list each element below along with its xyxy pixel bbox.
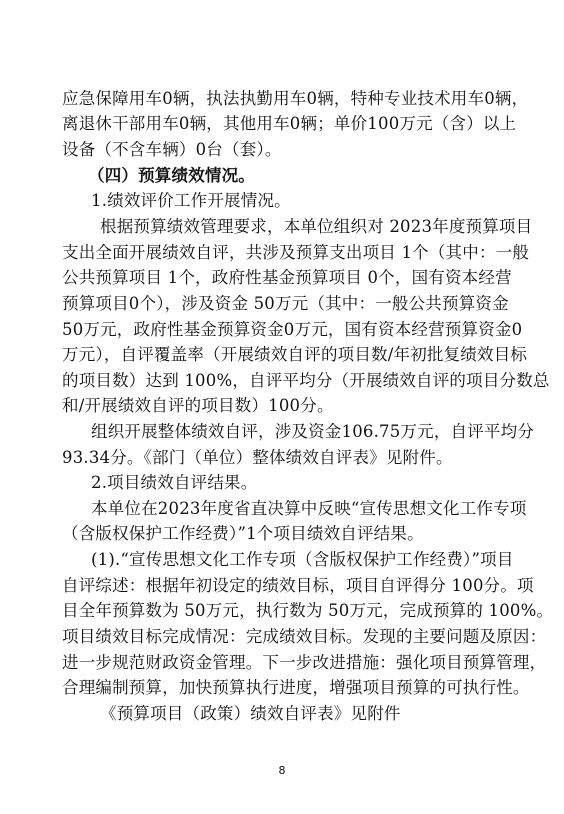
paragraph-line: 公共预算项目 1个，政府性基金预算项目 0个，国有资本经营 — [62, 268, 512, 287]
paragraph-line: 万元），自评覆盖率（开展绩效自评的项目数/年初批复绩效目标 — [62, 345, 528, 364]
paragraph-line: 支出全面开展绩效自评，共涉及预算支出项目 1个（其中：一般 — [62, 243, 530, 262]
paragraph-line: 自评综述：根据年初设定的绩效目标，项目自评得分 100分。项 — [62, 576, 534, 595]
paragraph-line: 《预算项目（政策）绩效自评表》见附件 — [100, 704, 401, 723]
paragraph-line: 93.34分。《部门（单位）整体绩效自评表》见附件。 — [62, 448, 453, 467]
section-heading: （四）预算绩效情况。 — [88, 166, 255, 185]
paragraph-line: (1).“宣传思想文化工作专项（含版权保护工作经费）”项目 — [91, 550, 514, 569]
subsection-heading: 2.项目绩效自评结果。 — [91, 473, 258, 492]
paragraph-line: 预算项目0个），涉及资金 50万元（其中：一般公共预算资金 — [62, 294, 509, 313]
paragraph-line: 和/开展绩效自评的项目数）100分。 — [62, 396, 334, 415]
paragraph-line: 根据预算绩效管理要求，本单位组织对 2023年度预算项目 — [100, 217, 533, 236]
paragraph-line: 进一步规范财政资金管理。下一步改进措施：强化项目预算管理， — [62, 653, 547, 672]
paragraph-line: 组织开展整体绩效自评，涉及资金106.75万元，自评平均分 — [91, 422, 535, 441]
subsection-heading: 1.绩效评价工作开展情况。 — [91, 191, 291, 210]
paragraph-line: 本单位在2023年度省直决算中反映“宣传思想文化工作专项 — [91, 499, 527, 518]
paragraph-line: 合理编制预算，加快预算执行进度，增强项目预算的可执行性。 — [62, 678, 530, 697]
paragraph-line: 的项目数）达到 100%，自评平均分（开展绩效自评的项目分数总 — [62, 371, 550, 390]
paragraph-line: 应急保障用车0辆，执法执勤用车0辆，特种专业技术用车0辆， — [62, 89, 529, 108]
paragraph-line: （含版权保护工作经费）”1个项目绩效自评结果。 — [62, 524, 424, 543]
paragraph-line: 目全年预算数为 50万元，执行数为 50万元，完成预算的 100%。 — [62, 601, 554, 620]
paragraph-line: 项目绩效目标完成情况：完成绩效目标。发现的主要问题及原因： — [62, 627, 547, 646]
page-number: 8 — [278, 764, 286, 777]
paragraph-line: 离退休干部用车0辆，其他用车0辆；单价100万元（含）以上 — [62, 114, 517, 133]
paragraph-line: 设备（不含车辆）0台（套）。 — [62, 140, 282, 159]
paragraph-line: 50万元，政府性基金预算资金0万元，国有资本经营预算资金0 — [62, 320, 523, 339]
